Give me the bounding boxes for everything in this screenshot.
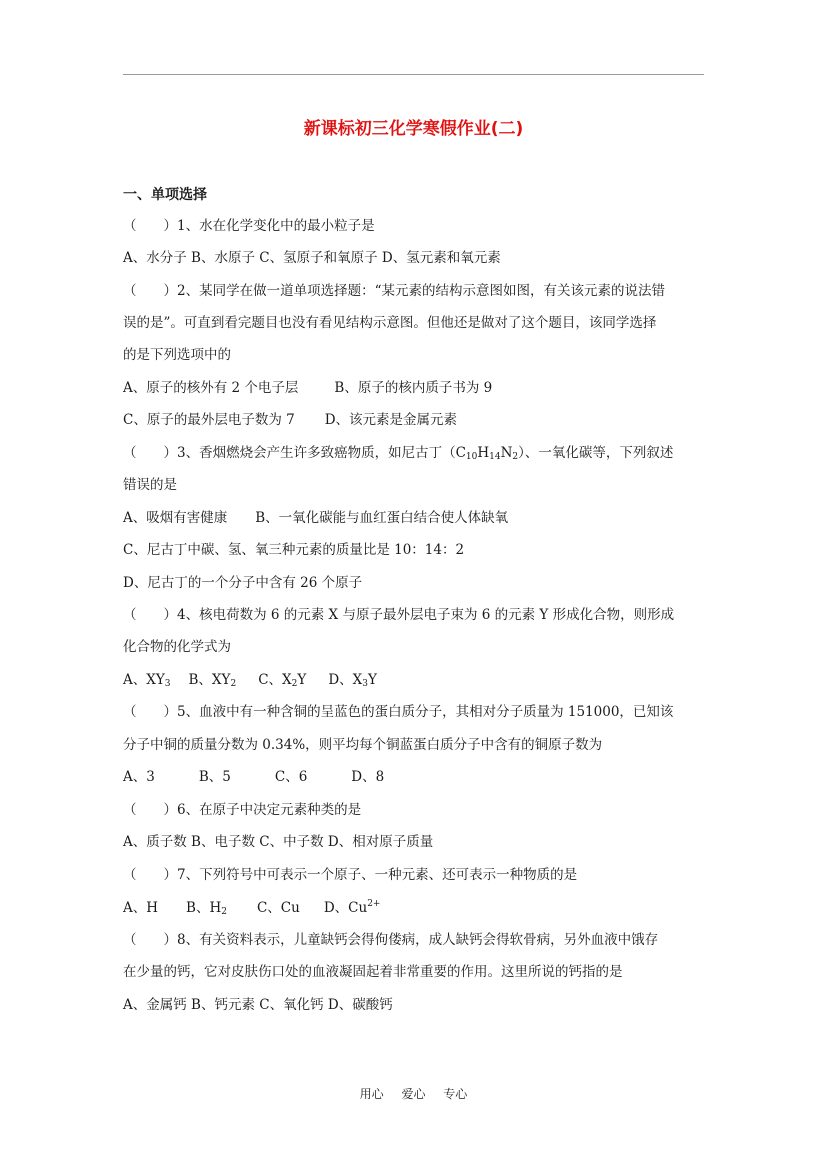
question-2-options-row-2 [123, 410, 457, 430]
option-a: A、吸烟有害健康 [123, 510, 228, 526]
option-b: B、一氧化碳能与血红蛋白结合使人体缺氧 [255, 510, 509, 526]
option-d: D、$X_3Y$ [328, 672, 377, 689]
question-3-stem-line-1: （ ）3、香烟燃烧会产生许多致癌物质，如尼古丁$(C_{10}H_{14}N_2)$、一氧化碳等，下列叙述 [123, 445, 674, 462]
question-5-stem-line-1: （ ）5、血液中有一种含铜的呈蓝色的蛋白质分子，其相对分子质量为 151000，已知该 [123, 704, 674, 720]
question-7-options [123, 898, 380, 918]
option-c: C、原子的最外层电子数为 7 [123, 412, 295, 428]
option-c: C、Cu [256, 900, 300, 916]
question-4-options [123, 670, 377, 690]
document-title: 新课标初三化学寒假作业(二) [303, 119, 524, 139]
question-6-options: A、质子数 B、电子数 C、中子数 D、相对原子质量 [123, 834, 434, 850]
option-d: D、$Cu^{2+}$ [323, 899, 381, 916]
question-3-option-d: D、尼古丁的一个分子中含有 26 个原子 [123, 575, 363, 591]
question-5-stem-line-2: 分子中铜的质量分数为 0.34%，则平均每个铜蓝蛋白质分子中含有的铜原子数为 [123, 737, 603, 753]
question-2-options-row-1 [123, 378, 492, 398]
option-c: C、$X_2Y$ [258, 672, 307, 689]
question-8-stem-line-2: 在少量的钙，它对皮肤伤口处的血液凝固起着非常重要的作用。这里所说的钙指的是 [123, 964, 623, 980]
question-5-options [123, 767, 384, 787]
question-8-stem-line-1: （ ）8、有关资料表示，儿童缺钙会得佝偻病，成人缺钙会得软骨病，另外血液中饿存 [123, 932, 659, 948]
question-2-stem-line-3: 的是下列选项中的 [123, 347, 231, 363]
option-a: A、H [123, 900, 159, 916]
option-a: A、$XY_3$ [123, 672, 171, 689]
option-b: B、$XY_2$ [188, 672, 237, 689]
option-a: A、原子的核外有 2 个电子层 [123, 380, 299, 396]
question-6-stem: （ ）6、在原子中决定元素种类的是 [123, 802, 362, 818]
page-footer: 用心 爱心 专心 [359, 1087, 468, 1101]
question-3-option-c: C、尼古丁中碳、氢、氧三种元素的质量比是 10：14：2 [123, 542, 465, 558]
option-b: B、5 [198, 769, 231, 785]
question-1-stem: （ ）1、水在化学变化中的最小粒子是 [123, 218, 375, 234]
question-2-stem-line-1: （ ）2、某同学在做一道单项选择题：“某元素的结构示意图如图，有关该元素的说法错 [123, 283, 665, 299]
question-1-options: A、水分子 B、水原子 C、氢原子和氧原子 D、氢元素和氧元素 [123, 250, 501, 266]
question-7-stem: （ ）7、下列符号中可表示一个原子、一种元素、还可表示一种物质的是 [123, 867, 578, 883]
section-heading: 一、单项选择 [123, 187, 207, 203]
question-8-options: A、金属钙 B、钙元素 C、氧化钙 D、碳酸钙 [123, 997, 393, 1013]
option-a: A、3 [123, 769, 155, 785]
question-4-stem-line-1: （ ）4、核电荷数为 6 的元素 X 与原子最外层电子束为 6 的元素 Y 形成化合物，则形成 [123, 607, 675, 623]
option-b: B、原子的核内质子书为 9 [334, 380, 493, 396]
question-3-options-row-1 [123, 508, 508, 528]
option-c: C、6 [274, 769, 308, 785]
question-2-stem-line-2: 误的是”。可直到看完题目也没有看见结构示意图。但他还是做对了这个题目，该同学选择 [123, 315, 657, 331]
question-4-stem-line-2: 化合物的化学式为 [123, 639, 231, 655]
option-d: D、该元素是金属元素 [324, 412, 458, 428]
header-rule [123, 74, 704, 75]
question-3-stem-line-2: 错误的是 [123, 477, 177, 493]
option-d: D、8 [351, 769, 385, 785]
option-b: B、$H_2$ [186, 900, 227, 917]
